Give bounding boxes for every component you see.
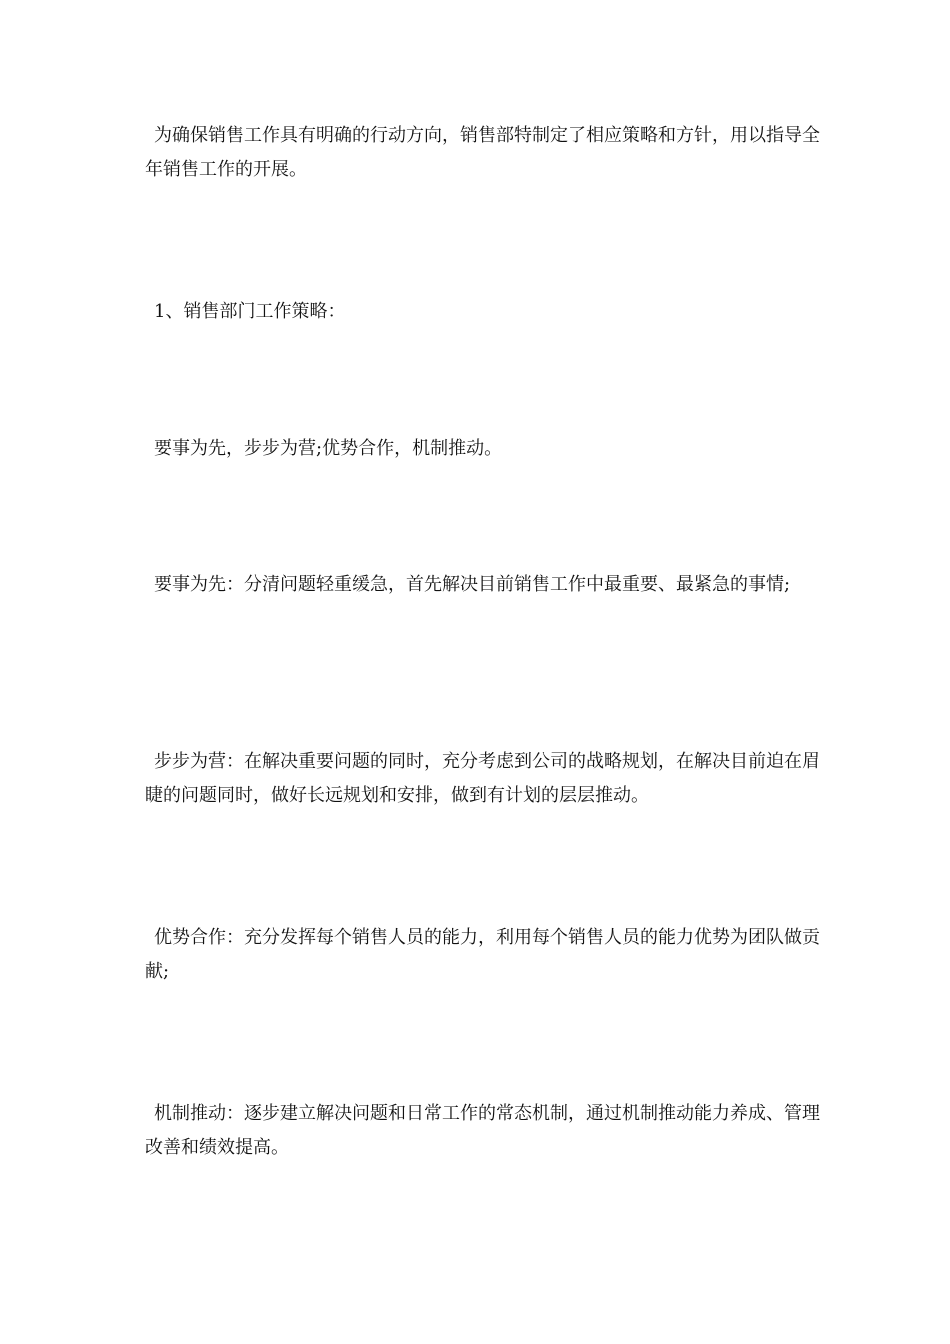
paragraph-strategy-summary: 要事为先，步步为营;优势合作，机制推动。: [154, 438, 503, 459]
paragraph-intro: 为确保销售工作具有明确的行动方向，销售部特制定了相应策略和方针，用以指导全年销售工作的开展。: [145, 125, 820, 180]
section-heading-strategy: 1、销售部门工作策略：: [154, 301, 346, 322]
paragraph-step-by-step: 步步为营：在解决重要问题的同时，充分考虑到公司的战略规划，在解决目前迫在眉睫的问题同时，做好长远规划和安排，做到有计划的层层推动。: [145, 751, 820, 806]
paragraph-advantage-cooperation: 优势合作：充分发挥每个销售人员的能力，利用每个销售人员的能力优势为团队做贡献;: [145, 927, 820, 982]
paragraph-mechanism-drive: 机制推动：逐步建立解决问题和日常工作的常态机制，通过机制推动能力养成、管理改善和绩效提高。: [145, 1103, 820, 1158]
paragraph-priority-first: 要事为先：分清问题轻重缓急，首先解决目前销售工作中最重要、最紧急的事情;: [154, 574, 791, 595]
